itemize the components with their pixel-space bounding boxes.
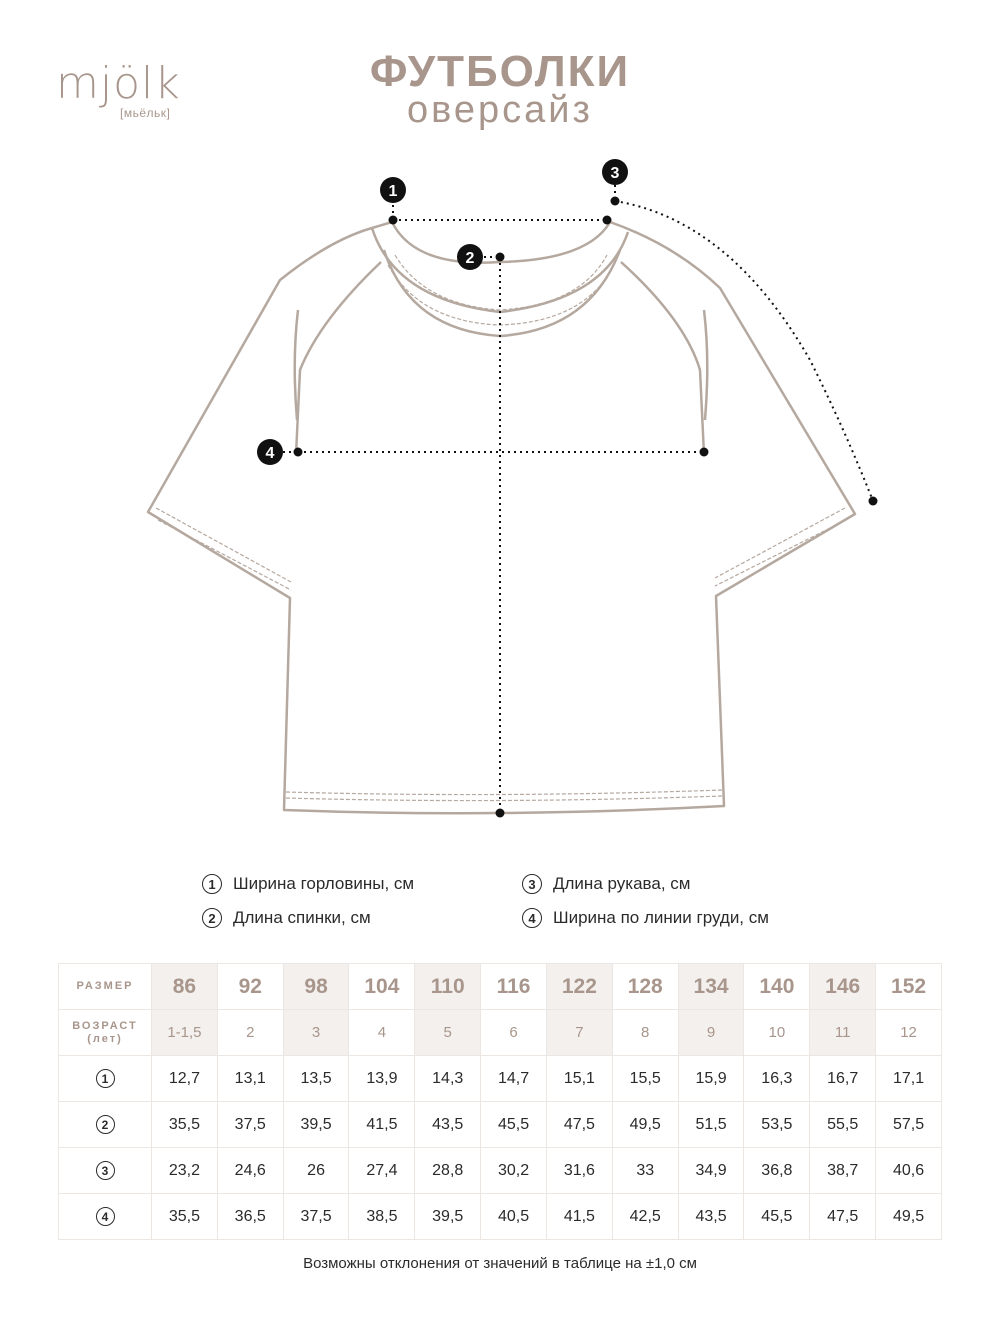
measure-value: 13,5: [283, 1056, 349, 1102]
table-row-measure-2: [59, 1102, 942, 1148]
measure-value: 38,7: [810, 1148, 876, 1194]
legend-item-1: [202, 874, 414, 894]
row-marker-cell: [59, 1056, 152, 1102]
age-value: 10: [744, 1010, 810, 1056]
measure-value: 12,7: [152, 1056, 218, 1102]
size-value: 92: [217, 964, 283, 1010]
brand-name: mjölk: [56, 58, 181, 109]
legend-number: 1: [202, 874, 222, 894]
marker-4-label: 4: [265, 445, 275, 462]
age-value: 6: [481, 1010, 547, 1056]
measure-value: 55,5: [810, 1102, 876, 1148]
row-marker-cell: [59, 1102, 152, 1148]
size-header: РАЗМЕР: [59, 964, 152, 1010]
measure-value: 31,6: [546, 1148, 612, 1194]
size-value: 128: [612, 964, 678, 1010]
legend-number: 4: [522, 908, 542, 928]
row-marker: 4: [96, 1207, 115, 1226]
size-value: 146: [810, 964, 876, 1010]
marker-2-label: 2: [465, 250, 475, 267]
age-value: 7: [546, 1010, 612, 1056]
measure-value: 49,5: [876, 1194, 942, 1240]
measure-value: 16,7: [810, 1056, 876, 1102]
measure-value: 17,1: [876, 1056, 942, 1102]
measure-value: 41,5: [349, 1102, 415, 1148]
legend-label: Ширина горловины, см: [233, 874, 415, 893]
measure-value: 15,1: [546, 1056, 612, 1102]
size-value: 116: [481, 964, 547, 1010]
measure-value: 38,5: [349, 1194, 415, 1240]
age-value: 4: [349, 1010, 415, 1056]
measure-value: 40,5: [481, 1194, 547, 1240]
row-marker: 1: [96, 1069, 115, 1088]
measure-value: 53,5: [744, 1102, 810, 1148]
age-value: 8: [612, 1010, 678, 1056]
age-header-unit: (лет): [87, 1032, 123, 1045]
measure-points: [294, 197, 878, 818]
table-row-age: [59, 1010, 942, 1056]
measure-value: 47,5: [810, 1194, 876, 1240]
measure-value: 34,9: [678, 1148, 744, 1194]
legend-label: Длина рукава, см: [553, 874, 691, 893]
marker-2: [457, 244, 483, 270]
measure-value: 45,5: [481, 1102, 547, 1148]
measure-value: 15,5: [612, 1056, 678, 1102]
legend-item-2: [202, 908, 371, 928]
measure-value: 14,3: [415, 1056, 481, 1102]
size-value: 122: [546, 964, 612, 1010]
measure-value: 36,8: [744, 1148, 810, 1194]
size-value: 140: [744, 964, 810, 1010]
measure-value: 13,1: [217, 1056, 283, 1102]
measure-value: 43,5: [415, 1102, 481, 1148]
age-value: 12: [876, 1010, 942, 1056]
measure-value: 27,4: [349, 1148, 415, 1194]
measure-value: 51,5: [678, 1102, 744, 1148]
measure-value: 28,8: [415, 1148, 481, 1194]
size-value: 152: [876, 964, 942, 1010]
marker-4: [257, 439, 283, 465]
marker-3: [602, 159, 628, 185]
deviation-note: Возможны отклонения от значений в таблице на ±1,0 см: [303, 1255, 697, 1272]
tshirt-diagram: [0, 150, 1000, 830]
tshirt-outline: [148, 222, 855, 813]
row-marker-cell: [59, 1148, 152, 1194]
age-header: [59, 1010, 152, 1056]
page-title: ФУТБОЛКИ: [369, 47, 631, 96]
legend-number: 2: [202, 908, 222, 928]
measure-value: 35,5: [152, 1102, 218, 1148]
measure-value: 40,6: [876, 1148, 942, 1194]
measure-value: 24,6: [217, 1148, 283, 1194]
table-row-measure-3: [59, 1148, 942, 1194]
size-value: 98: [283, 964, 349, 1010]
legend-number: 3: [522, 874, 542, 894]
marker-1-label: 1: [388, 183, 398, 200]
measure-value: 42,5: [612, 1194, 678, 1240]
measure-value: 57,5: [876, 1102, 942, 1148]
legend-label: Длина спинки, см: [233, 908, 371, 927]
age-value: 1-1,5: [152, 1010, 218, 1056]
size-value: 86: [152, 964, 218, 1010]
measure-value: 14,7: [481, 1056, 547, 1102]
measure-value: 37,5: [283, 1194, 349, 1240]
measure-value: 37,5: [217, 1102, 283, 1148]
measure-value: 15,9: [678, 1056, 744, 1102]
table-row-size: [59, 964, 942, 1010]
brand-subname: [мьёльк]: [120, 106, 171, 120]
marker-1: [380, 177, 406, 203]
measure-value: 41,5: [546, 1194, 612, 1240]
size-value: 110: [415, 964, 481, 1010]
table-row-measure-4: [59, 1194, 942, 1240]
measure-value: 39,5: [415, 1194, 481, 1240]
row-marker: 3: [96, 1161, 115, 1180]
age-value: 3: [283, 1010, 349, 1056]
measure-value: 16,3: [744, 1056, 810, 1102]
measure-value: 45,5: [744, 1194, 810, 1240]
table-row-measure-1: [59, 1056, 942, 1102]
measure-value: 26: [283, 1148, 349, 1194]
age-value: 9: [678, 1010, 744, 1056]
legend-item-3: [522, 874, 690, 894]
age-header-title: ВОЗРАСТ: [72, 1019, 138, 1032]
row-marker-cell: [59, 1194, 152, 1240]
measure-value: 49,5: [612, 1102, 678, 1148]
row-marker: 2: [96, 1115, 115, 1134]
age-value: 5: [415, 1010, 481, 1056]
measure-value: 39,5: [283, 1102, 349, 1148]
size-value: 104: [349, 964, 415, 1010]
size-table: [58, 963, 942, 1240]
measure-value: 36,5: [217, 1194, 283, 1240]
size-value: 134: [678, 964, 744, 1010]
measure-value: 33: [612, 1148, 678, 1194]
legend-item-4: [522, 908, 769, 928]
measure-value: 30,2: [481, 1148, 547, 1194]
measure-value: 13,9: [349, 1056, 415, 1102]
page-subtitle: оверсайз: [407, 89, 593, 131]
measure-lines: [283, 185, 873, 813]
legend-label: Ширина по линии груди, см: [553, 908, 769, 927]
marker-3-label: 3: [610, 165, 620, 182]
measure-value: 43,5: [678, 1194, 744, 1240]
age-value: 11: [810, 1010, 876, 1056]
age-value: 2: [217, 1010, 283, 1056]
measure-value: 47,5: [546, 1102, 612, 1148]
measure-value: 23,2: [152, 1148, 218, 1194]
measure-value: 35,5: [152, 1194, 218, 1240]
